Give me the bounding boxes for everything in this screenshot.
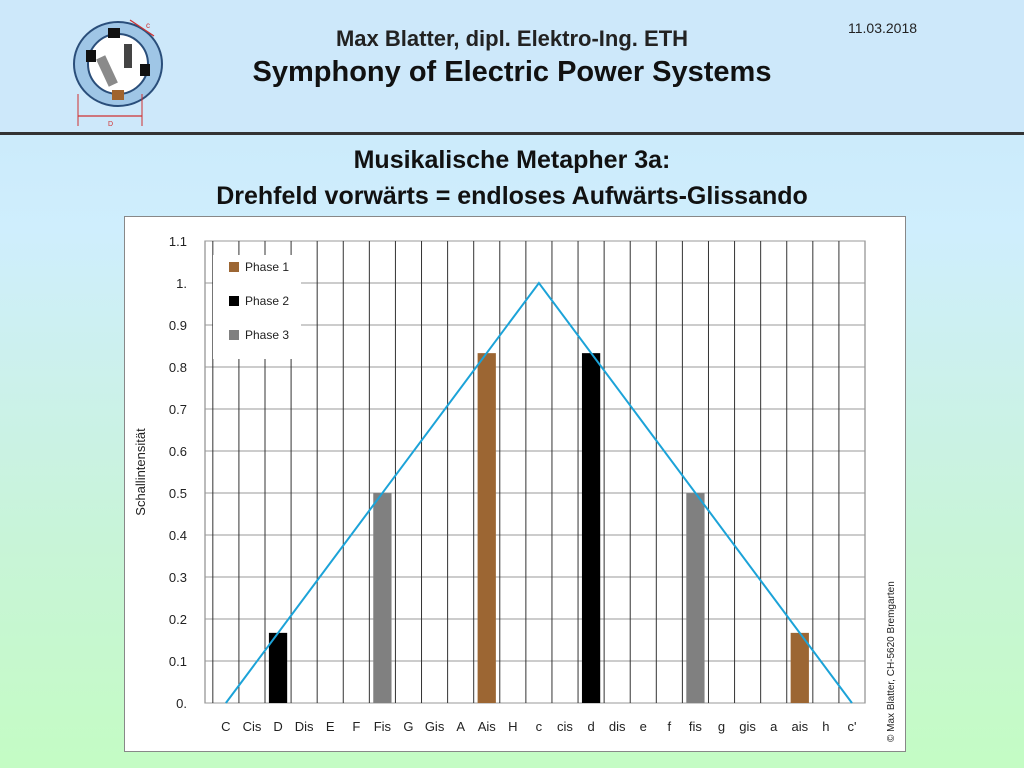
x-tick-label: dis: [608, 719, 626, 734]
bar-phase-1: [478, 353, 496, 703]
y-tick-label: 0.6: [168, 444, 187, 459]
plot-area: [205, 241, 865, 703]
x-tick-label: Dis: [294, 719, 314, 734]
copyright-notice: © Max Blatter, CH-5620 Bremgarten: [886, 581, 897, 742]
x-tick-label: Gis: [424, 719, 445, 734]
legend-label: Phase 1: [245, 260, 290, 274]
slide-title-line1: Musikalische Metapher 3a:: [353, 146, 671, 174]
glissando-bar-chart: [125, 217, 905, 751]
author-line: Max Blatter, dipl. Elektro-Ing. ETH: [335, 26, 689, 51]
x-tick-label: fis: [688, 719, 702, 734]
x-tick-label: c': [847, 719, 857, 734]
x-tick-label: G: [403, 719, 414, 734]
x-tick-label: Fis: [373, 719, 392, 734]
logo-label-d: D: [108, 121, 114, 128]
x-tick-label: H: [508, 719, 518, 734]
slide-date: 11.03.2018: [848, 20, 918, 36]
y-tick-label: 0.2: [168, 612, 187, 627]
header-divider: [0, 132, 1024, 135]
x-tick-label: E: [325, 719, 335, 734]
legend-label: Phase 3: [245, 328, 290, 342]
x-tick-label: Cis: [242, 719, 262, 734]
legend-swatch-phase-3: [229, 330, 239, 340]
y-tick-label: 1.: [176, 276, 187, 291]
y-tick-label: 1.1: [168, 234, 187, 249]
x-tick-label: a: [770, 719, 778, 734]
x-tick-label: d: [587, 719, 595, 734]
x-tick-label: ais: [791, 719, 809, 734]
x-tick-label: D: [273, 719, 283, 734]
chart-container: [124, 216, 906, 752]
y-tick-label: 0.1: [168, 654, 187, 669]
x-tick-label: f: [667, 719, 672, 734]
x-tick-label: C: [221, 719, 231, 734]
legend-swatch-phase-2: [229, 296, 239, 306]
presentation-title: Symphony of Electric Power Systems: [252, 56, 772, 88]
bar-phase-2: [269, 633, 287, 703]
logo-label-c: c: [146, 21, 150, 30]
y-axis-label: Schallintensität: [133, 428, 148, 516]
y-tick-label: 0.: [176, 696, 187, 711]
bar-phase-3: [373, 493, 391, 703]
bar-phase-2: [582, 353, 600, 703]
pole-bottom: [112, 90, 124, 100]
legend-swatch-phase-1: [229, 262, 239, 272]
x-tick-label: c: [535, 719, 543, 734]
legend-label: Phase 2: [245, 294, 290, 308]
y-tick-label: 0.4: [168, 528, 187, 543]
bar-phase-1: [791, 633, 809, 703]
x-tick-label: e: [639, 719, 647, 734]
x-tick-label: gis: [739, 719, 756, 734]
y-tick-label: 0.5: [168, 486, 187, 501]
x-tick-label: g: [717, 719, 726, 734]
y-tick-label: 0.3: [168, 570, 187, 585]
x-tick-label: h: [822, 719, 830, 734]
bar-phase-3: [686, 493, 704, 703]
y-tick-label: 0.9: [168, 318, 187, 333]
x-tick-label: Ais: [477, 719, 496, 734]
y-tick-label: 0.7: [168, 402, 187, 417]
x-tick-label: A: [456, 719, 465, 734]
y-tick-label: 0.8: [168, 360, 187, 375]
slide-title-line2: Drehfeld vorwärts = endloses Aufwärts-Glissando: [216, 182, 808, 210]
x-tick-label: cis: [557, 719, 573, 734]
x-tick-label: F: [352, 719, 361, 734]
